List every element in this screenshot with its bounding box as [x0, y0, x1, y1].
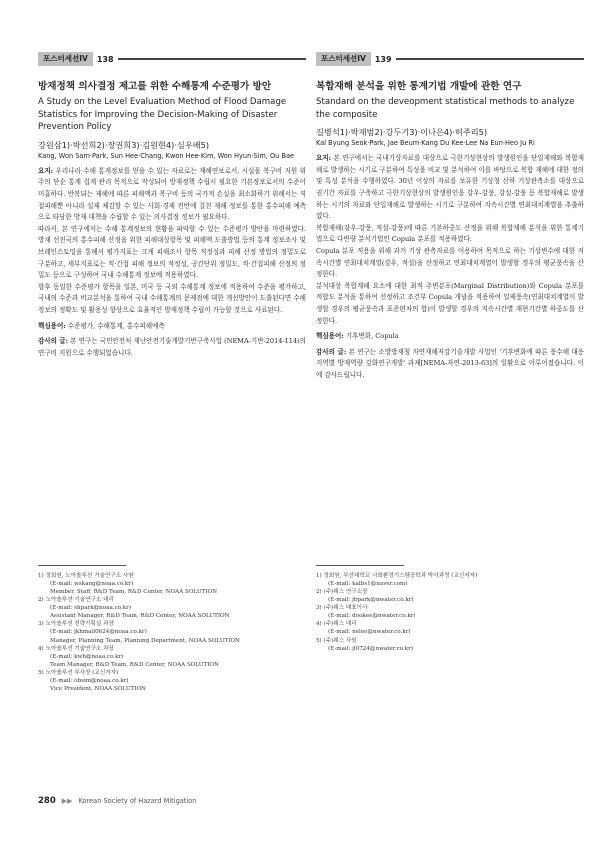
abstract-label: 요지:	[38, 166, 54, 175]
abstract-body	[38, 166, 306, 360]
footnote: 1) 정회원, 부산대학교 사회환경기스템공학과 박사과정 (교신저자) (E-mail: kalbs1@naver.com)	[316, 572, 478, 587]
footnote: 4) 노아솔루션 기술연구소 차장 (E-mail: kwh@noaa.co.kr) Team Manager, R&D Team, R&D Center, NOAA SOLUTION	[38, 645, 219, 668]
title-english: A Study on the Level Evaluation Method of Flood Damage Statistics for Improving the Decision-Making of Disaster Prevention Policy	[38, 97, 287, 133]
abstract-paragraph: 향후 동일한 수준평가 항목을 일본, 미국 등 국외 수해통계 정보에 적용하여 수준을 평가하고, 국내의 수준과 비교분석을 통하여 국내 수해통계의 문제점에 대한 개선방안이 도출된다면 수해정보의 정확도 및 활용성 향상으로 효율적인 방재정책 수립이 가능할 것으로 사료된다.	[38, 282, 306, 314]
footnote: 2) 노아솔루션 기술연구소 대리 (E-mail: shpark@noaa.co.kr) Assistant Manager, R&D Team, R&D Center, NOAA SOLUTION	[38, 597, 230, 620]
session-header	[316, 52, 584, 66]
ack-label: 감사의 글:	[38, 337, 69, 346]
authors-english: Kal Byung Seok·Park, Jae Beum·Kang Du Kee·Lee Na Eun·Heo Ju Ri	[316, 139, 535, 148]
footnote: 4) (주)웨스 대리 (E-mail: nelee@nwater.co.kr)	[316, 621, 411, 636]
session-badge: 포스터세션IV	[316, 52, 371, 66]
abstract-paragraph: Copula 분포 적용을 위해 과거 기상 관측자료를 이용하여 목적으로 하는 기상변수에 대한 지속시간별 연최대치계열(강우, 적설)을 산정하고 연최대치계열이 발생할 경우의 평균풍속을 산정한다.	[316, 246, 584, 279]
session-badge: 포스터세션IV	[38, 52, 93, 66]
page-footer	[38, 796, 196, 806]
session-header	[38, 52, 306, 66]
authors-korean: 길병석1)·박재범2)·강두기3)·이나은4)·허주리5)	[316, 127, 488, 138]
footnote: 2) (주)웨스 연구소장 (E-mail: jbpark@nwater.co.kr)	[316, 588, 414, 604]
abstract-paragraph: 복합재해(강우-강풍, 적설-강풍)에 따른 기본하중도 산정을 위해 복합재해 분석을 위한 통계기법으로 다변량 분석기법인 Copula 분포를 적용하였다.	[316, 223, 584, 244]
arrow-icon: ▶▶	[61, 797, 73, 805]
footnote-rule	[38, 565, 126, 566]
left-article	[38, 52, 306, 359]
ack-label: 감사의 글:	[316, 347, 347, 356]
header-rule	[118, 58, 306, 59]
session-page-number: 139	[374, 54, 392, 64]
header-rule	[396, 58, 584, 59]
right-footnotes	[316, 565, 584, 653]
abstract-body	[316, 153, 584, 381]
authors-korean: 강원삼1)·박선희2)·장권희3)·김원현4)·심우배5)	[38, 139, 210, 150]
footnote: 3) (주)웨스 대표이사 (E-mail: dookee@nwater.co.kr)	[316, 605, 416, 620]
journal-name: Korean Society of Hazard Mitigation	[78, 797, 197, 805]
abstract-paragraph: 요지: 본 연구에서는 국내기상자료를 대상으로 극한기상현상의 발생원인을 단일재해와 복합재해로 발생하는 시기로 구분하여 특성을 비교 및 분석하여 이를 바탕으로 복합 재해에 대한 정의 및 특성 분석을 수행하였다. 30년 이상의 자료를 보유한 기상청 산하 기상관측소를 대상으로 권기간 자료를 구축하고 극한기상현상의 발생원인을 강우-강풍, 강설-강풍 등 복합재해로 발생하는 시기의 자료와 단일재해로 발생하는 시기로 구분하여 지속시간별 연최대치계열을 추출하였다.	[316, 154, 584, 221]
session-page-number: 138	[96, 54, 114, 64]
page-number: 280	[38, 796, 56, 806]
keywords: 핵심용어: 수준평가, 수해통계, 홍수피해예측	[38, 321, 165, 330]
keywords-label: 핵심용어:	[316, 332, 344, 341]
authors-english: Kang, Won Sam·Park, Sun Hee·Chang, Kwon Hee·Kim, Won Hyun·Sim, Ou Bae	[38, 151, 295, 160]
footnote: 5) 노아솔루션 부사장 (교신저자) (E-mail: obsim@noaa.co.kr) Vice President, NOAA SOLUTION	[38, 669, 146, 693]
footnote-rule	[316, 565, 404, 566]
title-korean: 복합재해 분석을 위한 통계기법 개발에 관한 연구	[316, 81, 522, 92]
abstract-label: 요지:	[316, 154, 332, 163]
keywords-label: 핵심용어:	[38, 321, 66, 330]
title-korean: 방재정책 의사결정 제고를 위한 수해통계 수준평가 방안	[38, 81, 272, 92]
left-footnotes	[38, 565, 306, 693]
footnote: 3) 노아솔루션 전략기획실 과장 (E-mail: jkhmail0624@noaa.co.kr) Manager, Planning Team, Planning Department, NOAA SOLUTION	[38, 621, 240, 644]
acknowledgement: 감사의 글: 본 연구는 국민안전처 재난안전기술개발기반구축사업 (NEMA-기반-2014-114)의 연구비 지원으로 수행되었습니다.	[38, 337, 306, 357]
title-english: Standard on the deveopment statistical methods to analyze the composite	[316, 97, 575, 120]
keywords: 핵심용어: 기후변화, Copula	[316, 332, 399, 341]
abstract-paragraph: 따라서, 본 연구에서는 수해 통계정보의 현황을 파악할 수 있는 수준평가 방안을 마련하였다. 방재 선진국의 홍수피해 산정을 위한 피해대상항목 및 피해액 도출방법 등의 통계 정보조사 및 브레인스토밍을 통해서 평가지표는 크게 피해조사 항목 적정성과 피해 산정 방법의 정밀도로 구분하고, 세부지표로는 직·간접 피해 정보의 적정성, 공간단위 정밀도, 직·간접피해 산정의 정밀도 등으로 구성하여 국내 수해통계 정보에 적용하였다.	[38, 224, 306, 280]
abstract-paragraph: 요지: 우리나라 수해 통계정보를 얻을 수 있는 자료로는 재해연보로서, 시설물 복구비 지원 위주의 단순 통계 집계 관리 목적으로 작성되어 방재정책 수립시 필요한 기본정보로서의 수준이 미흡하다. 반복되는 재해에 따른 피해액과 복구비 등의 국가적 손실을 최소화하기 위해서는 직접피해뿐 아니라 실제 체감할 수 있는 사회·경제 전반에 걸친 재해 정보를 통한 홍수피해 예측으로 타당한 방재 대책을 수립할 수 있는 의사결정 정보가 필요하다.	[38, 166, 306, 222]
footnote: 1) 정회원, 노아솔루션 기술연구소 사원 (E-mail: wskang@noaa.co.kr) Member, Staff, R&D Team, R&D Center, NOAA SOLUTION	[38, 572, 217, 595]
abstract-paragraph: 분석대상 복합재해 요소에 대한 최적 주변분포(Marginal Distribution)와 Copula 분포를 적합도 분석을 통하여 선정하고 조건부 Copula 개념을 적용하여 일제풍속(연최대치계열이 발생할 경우의 평균풍속과 표준편차의 합)이 발생할 경우의 지속시간별 재현기간별 하중도를 산정한다.	[316, 281, 584, 325]
right-article	[316, 52, 584, 381]
acknowledgement: 감사의 글: 본 연구는 소방방재청 자연재해저감기술개발 사업인 '기후변화에 따른 풍수해 대응 지역별 방재역량 강화연구개발' 과제[NEMA-자연-2013-63]의 일환으로 이루어졌습니다. 이에 감사드립니다.	[316, 347, 585, 379]
footnote: 5) (주)웨스 사원 (E-mail: jl0724@nwater.co.kr)	[316, 637, 414, 652]
